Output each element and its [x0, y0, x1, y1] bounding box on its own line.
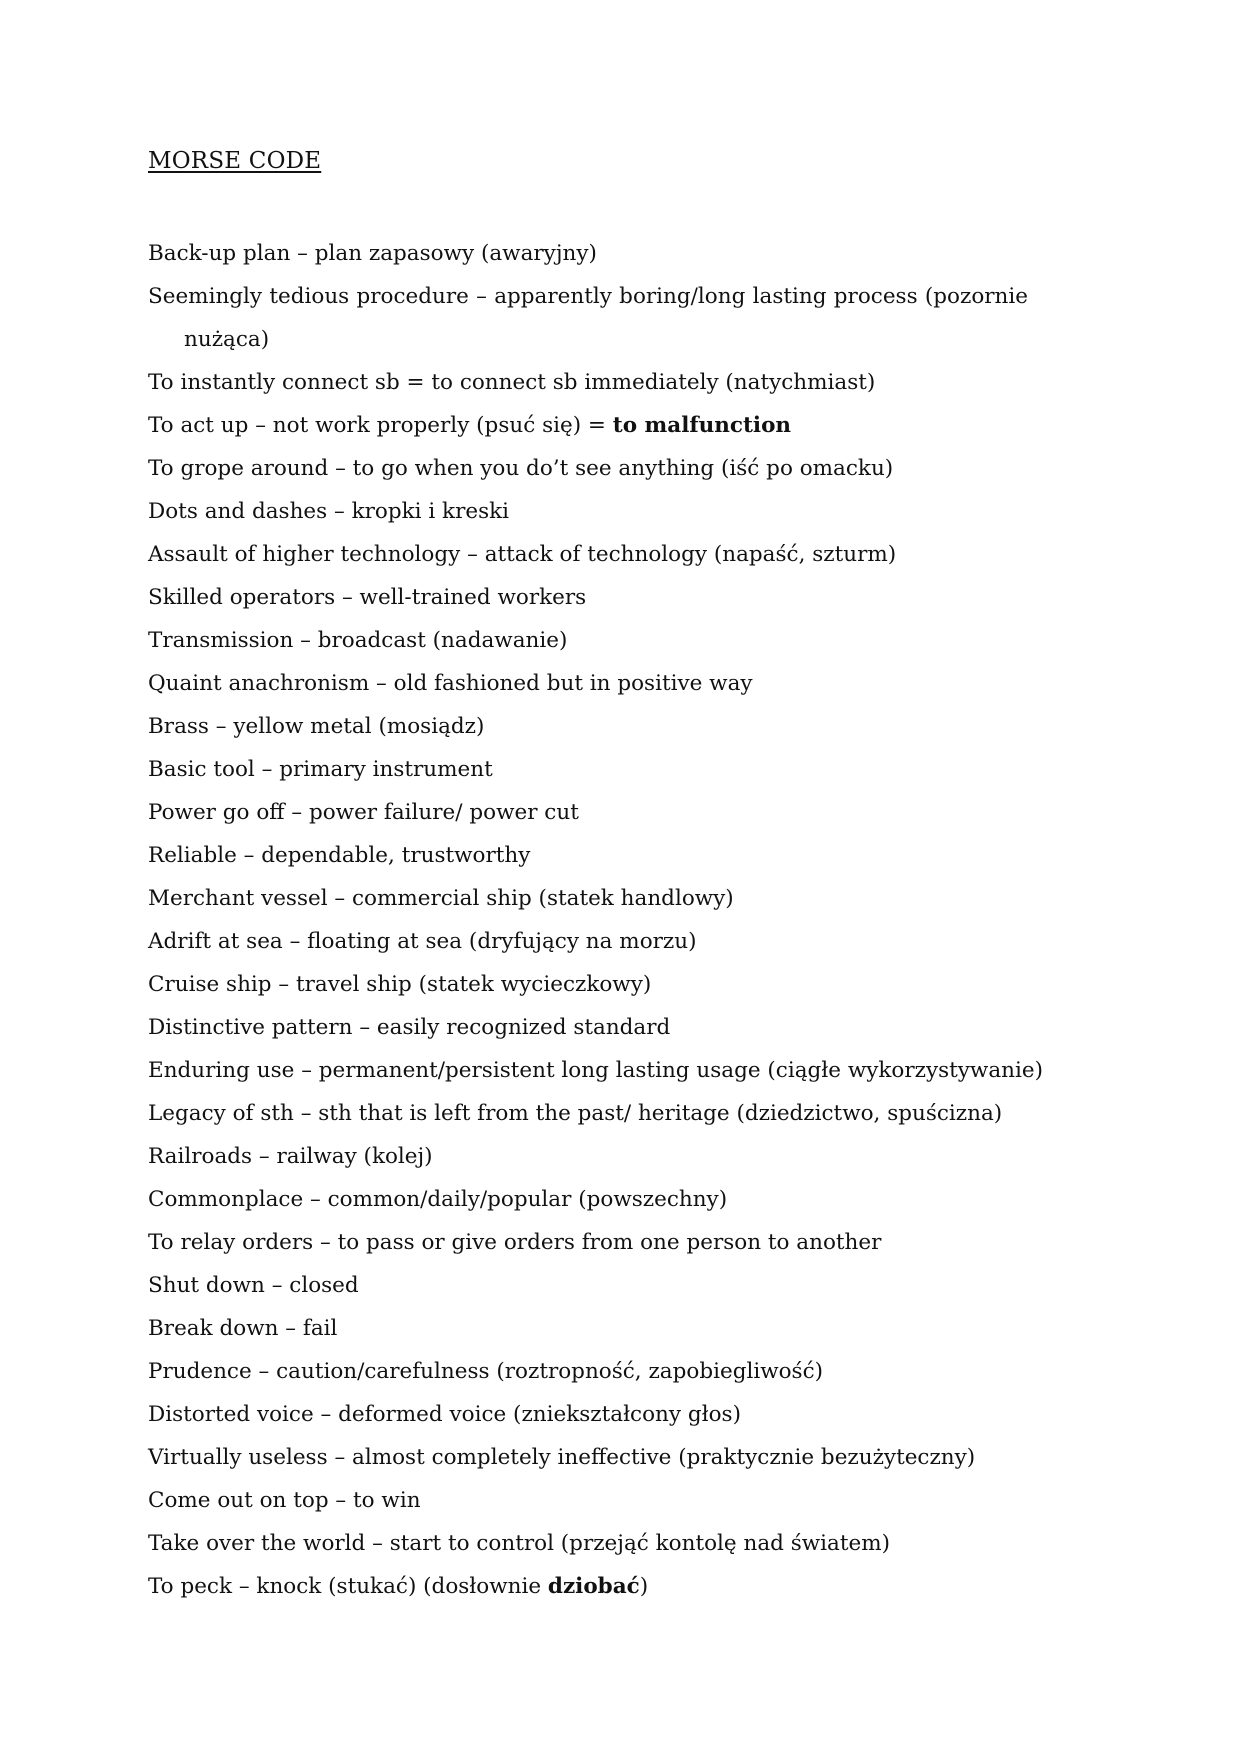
entry-text: Enduring use – permanent/persistent long lasting usage (ciągłe wykorzystywanie)	[148, 1058, 1043, 1083]
entry-text: Brass – yellow metal (mosiądz)	[148, 714, 485, 739]
entry-text: Come out on top – to win	[148, 1488, 421, 1513]
vocab-entry	[148, 791, 1028, 834]
entry-text: To instantly connect sb = to connect sb immediately (natychmiast)	[148, 370, 876, 395]
vocab-entry	[148, 1350, 1028, 1393]
entry-text: Prudence – caution/carefulness (roztropność, zapobiegliwość)	[148, 1359, 824, 1384]
vocab-entry	[148, 404, 1028, 447]
entry-text: Distorted voice – deformed voice (zniekształcony głos)	[148, 1402, 741, 1427]
entry-text: Assault of higher technology – attack of technology (napaść, szturm)	[148, 542, 897, 567]
vocab-entry	[148, 490, 1028, 533]
vocab-entry	[148, 1565, 1028, 1608]
entry-text: Legacy of sth – sth that is left from the past/ heritage (dziedzictwo, spuścizna)	[148, 1101, 1003, 1126]
vocab-entry	[148, 748, 1028, 791]
entry-text: To act up – not work properly (psuć się) =	[148, 413, 613, 438]
document-title: MORSE CODE	[148, 148, 322, 174]
vocab-entry	[148, 662, 1028, 705]
vocab-entry	[148, 619, 1028, 662]
entry-text: To grope around – to go when you do’t see anything (iść po omacku)	[148, 456, 894, 481]
vocab-entry	[148, 705, 1028, 748]
entry-text: Basic tool – primary instrument	[148, 757, 493, 782]
entry-text: Distinctive pattern – easily recognized standard	[148, 1015, 671, 1040]
vocab-entry	[148, 834, 1028, 877]
vocab-entry	[148, 963, 1028, 1006]
vocab-entry	[148, 1307, 1028, 1350]
vocab-entry	[148, 447, 1028, 490]
entry-text: To relay orders – to pass or give orders from one person to another	[148, 1230, 882, 1255]
vocab-entry	[148, 576, 1028, 619]
vocab-entry	[148, 1393, 1028, 1436]
vocab-entry	[148, 1135, 1028, 1178]
entry-text: Skilled operators – well-trained workers	[148, 585, 587, 610]
entry-text: Adrift at sea – floating at sea (dryfujący na morzu)	[148, 929, 697, 954]
vocab-entry	[148, 920, 1028, 963]
vocab-entry	[148, 232, 1028, 275]
entry-text: Virtually useless – almost completely ineffective (praktycznie bezużyteczny)	[148, 1445, 976, 1470]
entry-text: Commonplace – common/daily/popular (powszechny)	[148, 1187, 728, 1212]
entry-text: Back-up plan – plan zapasowy (awaryjny)	[148, 241, 597, 266]
entry-text: Take over the world – start to control (przejąć kontolę nad światem)	[148, 1531, 891, 1556]
vocab-entry	[148, 275, 1028, 361]
vocab-entry	[148, 1522, 1028, 1565]
entry-text: To peck – knock (stukać) (dosłownie	[148, 1574, 548, 1599]
vocab-entry	[148, 1264, 1028, 1307]
vocab-entry	[148, 1221, 1028, 1264]
vocab-entry	[148, 877, 1028, 920]
vocab-entry	[148, 1436, 1028, 1479]
vocab-entry	[148, 1178, 1028, 1221]
entry-text: Merchant vessel – commercial ship (statek handlowy)	[148, 886, 734, 911]
entry-text: Quaint anachronism – old fashioned but in positive way	[148, 671, 753, 696]
vocab-entry	[148, 1092, 1028, 1135]
entry-text: Reliable – dependable, trustworthy	[148, 843, 531, 868]
vocab-entry	[148, 1006, 1028, 1049]
entry-text: Power go off – power failure/ power cut	[148, 800, 579, 825]
vocabulary-list	[148, 232, 1043, 1608]
vocab-entry	[148, 1049, 1043, 1092]
entry-bold-text: to malfunction	[612, 413, 792, 438]
entry-text: Shut down – closed	[148, 1273, 359, 1298]
entry-text: Railroads – railway (kolej)	[148, 1144, 433, 1169]
vocab-entry	[148, 533, 1028, 576]
entry-text: Break down – fail	[148, 1316, 338, 1341]
entry-bold-text: dziobać	[547, 1574, 640, 1599]
vocab-entry	[148, 361, 1028, 404]
entry-text: Transmission – broadcast (nadawanie)	[148, 628, 568, 653]
entry-text: Seemingly tedious procedure – apparently boring/long lasting process (pozornie nużąca)	[148, 284, 1028, 352]
entry-text: Dots and dashes – kropki i kreski	[148, 499, 510, 524]
entry-text-after: )	[639, 1574, 649, 1599]
vocab-entry	[148, 1479, 1028, 1522]
entry-text: Cruise ship – travel ship (statek wycieczkowy)	[148, 972, 652, 997]
